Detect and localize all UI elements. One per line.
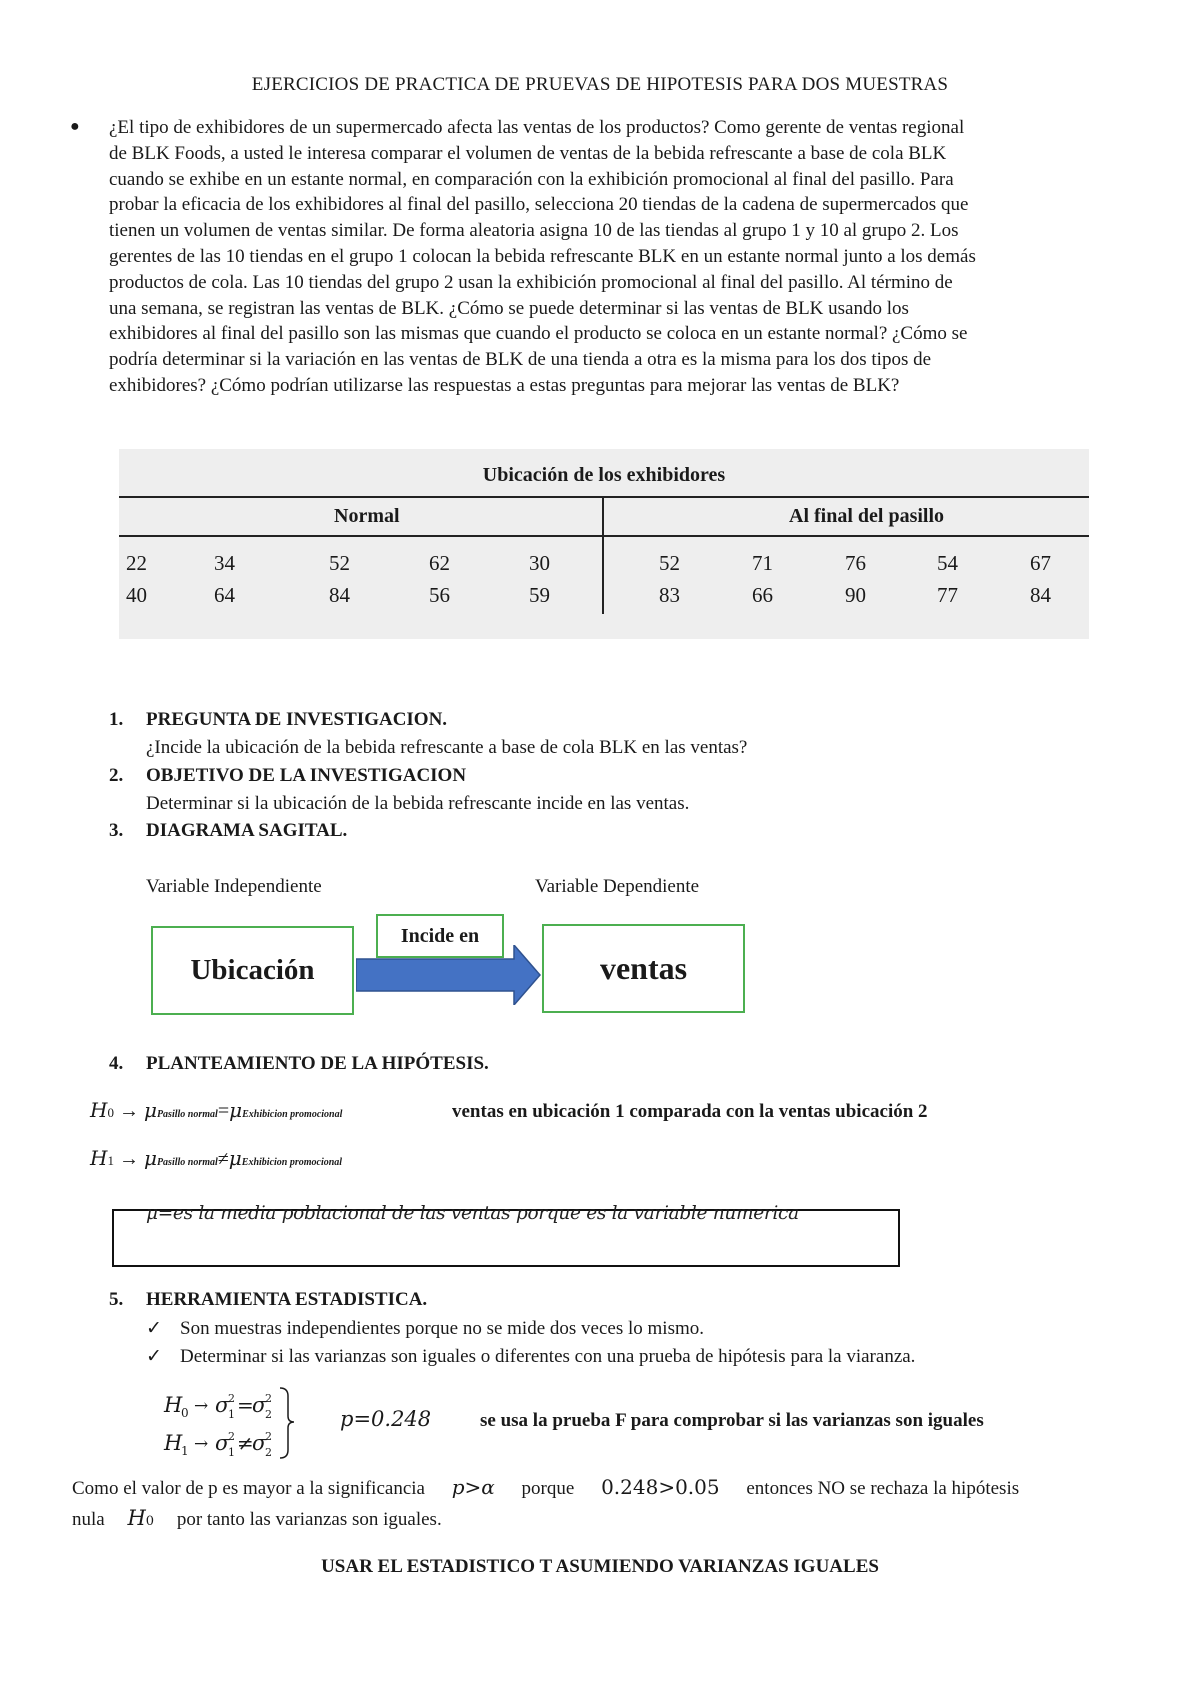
section-1-heading xyxy=(109,709,447,731)
table-divider xyxy=(602,496,604,614)
value-comparison: 0.248>0.05 xyxy=(601,1475,720,1499)
svg-text:2: 2 xyxy=(228,1392,235,1405)
equals-symbol: = xyxy=(217,1100,230,1122)
group-normal-header: Normal xyxy=(334,505,400,527)
table-cell: 40 xyxy=(126,583,147,607)
intro-line: tienen un volumen de ventas similar. De forma aleatoria asigna 10 de las tiendas al grupo 1 y 10 al grupo 2. Los xyxy=(109,220,959,242)
h-symbol: H xyxy=(90,1098,108,1122)
svg-text:2: 2 xyxy=(265,1430,272,1443)
table-cell: 76 xyxy=(845,551,866,575)
table-cell: 67 xyxy=(1030,551,1051,575)
conclusion-text: Como el valor de p es mayor a la significancia xyxy=(72,1478,425,1499)
table-caption: Ubicación de los exhibidores xyxy=(482,464,726,486)
section-4-heading xyxy=(109,1053,489,1075)
section-title: PREGUNTA DE INVESTIGACION. xyxy=(146,709,448,730)
incide-en-box xyxy=(376,914,504,958)
section-2-heading xyxy=(109,765,466,787)
section-title: OBJETIVO DE LA INVESTIGACION xyxy=(146,765,467,786)
intro-line: exhibidores? ¿Cómo podrían utilizarse las respuestas a estas preguntas para mejorar las ventas de BLK? xyxy=(109,374,900,396)
bullet-icon: ● xyxy=(70,118,80,135)
svg-text:→: → xyxy=(194,1396,209,1416)
section-number: 1. xyxy=(109,709,124,730)
table-cell: 77 xyxy=(937,583,958,607)
conclusion-text: porque xyxy=(521,1478,575,1499)
checklist-item xyxy=(146,1345,915,1368)
table-cell: 83 xyxy=(659,583,680,607)
table-cell: 52 xyxy=(659,551,680,575)
table-cell: 22 xyxy=(126,551,147,575)
incide-en-label: Incide en xyxy=(400,924,480,947)
table-cell: 56 xyxy=(429,583,450,607)
svg-text:2: 2 xyxy=(265,1446,272,1459)
checklist-item xyxy=(146,1317,704,1340)
table-cell: 62 xyxy=(429,551,450,575)
not-equal-symbol: ≠ xyxy=(217,1148,229,1170)
checkmark-icon: ✓ xyxy=(146,1346,162,1367)
page-title: EJERCICIOS DE PRACTICA DE PRUEVAS DE HIPOTESIS PARA DOS MUESTRAS xyxy=(251,74,949,95)
null-hypothesis xyxy=(90,1098,342,1123)
intro-line: ¿El tipo de exhibidores de un supermercado afecta las ventas de los productos? Como gerente de ventas regional xyxy=(109,117,965,138)
svg-text:1: 1 xyxy=(181,1444,189,1458)
svg-text:σ: σ xyxy=(252,1431,267,1455)
conclusion-text: nula xyxy=(72,1509,105,1530)
table-cell: 71 xyxy=(752,551,773,575)
svg-text:2: 2 xyxy=(265,1392,272,1405)
checklist-text: Son muestras independientes porque no se mide dos veces lo mismo. xyxy=(180,1318,704,1339)
svg-text:σ: σ xyxy=(252,1393,267,1417)
section-2-text: Determinar si la ubicación de la bebida refrescante incide en las ventas. xyxy=(146,793,690,814)
arrow-symbol: → xyxy=(118,1148,139,1170)
section-number: 2. xyxy=(109,765,124,786)
intro-line: gerentes de las 10 tiendas en el grupo 1 colocan la bebida refrescante BLK en un estante normal junto a los demás xyxy=(109,245,976,267)
table-cell: 84 xyxy=(329,583,350,607)
conclusion-line-2 xyxy=(72,1506,442,1531)
svg-text:≠: ≠ xyxy=(237,1431,254,1455)
table-cell: 52 xyxy=(329,551,350,575)
table-cell: 64 xyxy=(214,583,235,607)
h-symbol: H xyxy=(90,1146,108,1170)
ventas-box xyxy=(542,924,745,1013)
h-symbol: H xyxy=(127,1506,146,1530)
intro-line: cuando se exhibe en un estante normal, en comparación con la exhibición promocional al final del pasillo. Para xyxy=(109,168,954,190)
checkmark-icon: ✓ xyxy=(146,1318,162,1339)
variance-hypothesis-formula xyxy=(160,1382,320,1462)
section-number: 3. xyxy=(109,820,124,841)
intro-line: de BLK Foods, a usted le interesa comparar el volumen de ventas de la bebida refrescante a base de cola BLK xyxy=(109,142,947,164)
svg-text:1: 1 xyxy=(228,1446,235,1459)
conclusion-text: por tanto las varianzas son iguales. xyxy=(176,1509,442,1530)
section-number: 5. xyxy=(109,1289,124,1310)
mu-subscript: Exhibicion promocional xyxy=(242,1109,343,1120)
h-index: 0 xyxy=(145,1514,155,1529)
svg-text:σ: σ xyxy=(215,1431,230,1455)
dependent-variable-label: Variable Dependiente xyxy=(535,876,700,897)
table-cell: 30 xyxy=(529,551,550,575)
svg-text:2: 2 xyxy=(265,1408,272,1421)
table-cell: 66 xyxy=(752,583,773,607)
mu-symbol: μ xyxy=(228,1146,242,1170)
intro-paragraph xyxy=(109,115,1139,399)
mu-subscript: Exhibicion promocional xyxy=(241,1157,343,1168)
mu-subscript: Pasillo normal xyxy=(156,1109,218,1120)
table-cell: 34 xyxy=(214,551,235,575)
hypothesis-note: ventas en ubicación 1 comparada con la ventas ubicación 2 xyxy=(452,1101,928,1122)
conclusion-text: entonces NO se rechaza la hipótesis xyxy=(746,1478,1020,1499)
ubicacion-box-label: Ubicación xyxy=(190,954,315,986)
section-title: PLANTEAMIENTO DE LA HIPÓTESIS. xyxy=(146,1053,489,1074)
mu-subscript: Pasillo normal xyxy=(156,1157,218,1168)
table-cell: 54 xyxy=(937,551,958,575)
h-index: 1 xyxy=(107,1153,114,1168)
mu-symbol: μ xyxy=(143,1146,157,1170)
intro-line: podría determinar si la variación en las ventas de BLK de una tienda a otra es la misma para los dos tipos de xyxy=(109,349,932,371)
table-rule xyxy=(119,496,1089,498)
mu-symbol: μ xyxy=(229,1098,243,1122)
intro-line: exhibidores al final del pasillo son las mismas que cuando el producto se coloca en un estante normal? ¿Cómo se xyxy=(109,323,968,345)
svg-text:=: = xyxy=(237,1393,254,1417)
svg-text:1: 1 xyxy=(228,1408,235,1421)
table-cell: 90 xyxy=(845,583,866,607)
ventas-box-label: ventas xyxy=(599,950,688,986)
svg-text:2: 2 xyxy=(228,1430,235,1443)
mu-definition: μ=es la media poblacional de las ventas porque es la variable numerica xyxy=(146,1203,799,1224)
mu-symbol: μ xyxy=(143,1098,157,1122)
h-index: 0 xyxy=(107,1105,114,1120)
section-1-text: ¿Incide la ubicación de la bebida refrescante a base de cola BLK en las ventas? xyxy=(146,737,748,758)
section-title: DIAGRAMA SAGITAL. xyxy=(146,820,348,841)
p-value: p=0.248 xyxy=(340,1407,432,1431)
section-5-heading xyxy=(109,1289,427,1311)
svg-text:H: H xyxy=(164,1393,183,1417)
h0-symbol xyxy=(127,1506,154,1530)
sales-table xyxy=(119,449,1089,639)
alternative-hypothesis xyxy=(90,1146,342,1171)
f-test-note: se usa la prueba F para comprobar si las varianzas son iguales xyxy=(480,1410,984,1431)
svg-text:H: H xyxy=(164,1431,183,1455)
svg-text:0: 0 xyxy=(181,1406,189,1420)
group-final-header: Al final del pasillo xyxy=(789,505,945,527)
conclusion-line-1 xyxy=(72,1475,1019,1500)
section-title: HERRAMIENTA ESTADISTICA. xyxy=(146,1289,428,1310)
svg-text:→: → xyxy=(194,1434,209,1454)
intro-line: probar la eficacia de los exhibidores al final del pasillo, selecciona 20 tiendas de la cadena de supermercados que xyxy=(109,194,969,216)
section-3-heading xyxy=(109,820,347,842)
table-cell: 59 xyxy=(529,583,550,607)
arrow-symbol: → xyxy=(118,1100,139,1122)
table-rule xyxy=(119,535,1089,537)
section-number: 4. xyxy=(109,1053,124,1074)
independent-variable-label: Variable Independiente xyxy=(146,876,322,897)
ubicacion-box xyxy=(151,926,354,1015)
svg-text:σ: σ xyxy=(215,1393,230,1417)
table-cell: 84 xyxy=(1030,583,1051,607)
checklist-text: Determinar si las varianzas son iguales o diferentes con una prueba de hipótesis para la viaranza. xyxy=(180,1346,916,1367)
intro-line: productos de cola. Las 10 tiendas del grupo 2 usan la exhibición promocional al final del pasillo. Al término de xyxy=(109,271,953,293)
intro-line: una semana, se registran las ventas de BLK. ¿Cómo se puede determinar si las ventas de BLK usando los xyxy=(109,297,909,319)
final-statement: USAR EL ESTADISTICO T ASUMIENDO VARIANZAS IGUALES xyxy=(321,1556,879,1577)
significance-inequality: p>α xyxy=(451,1475,495,1499)
